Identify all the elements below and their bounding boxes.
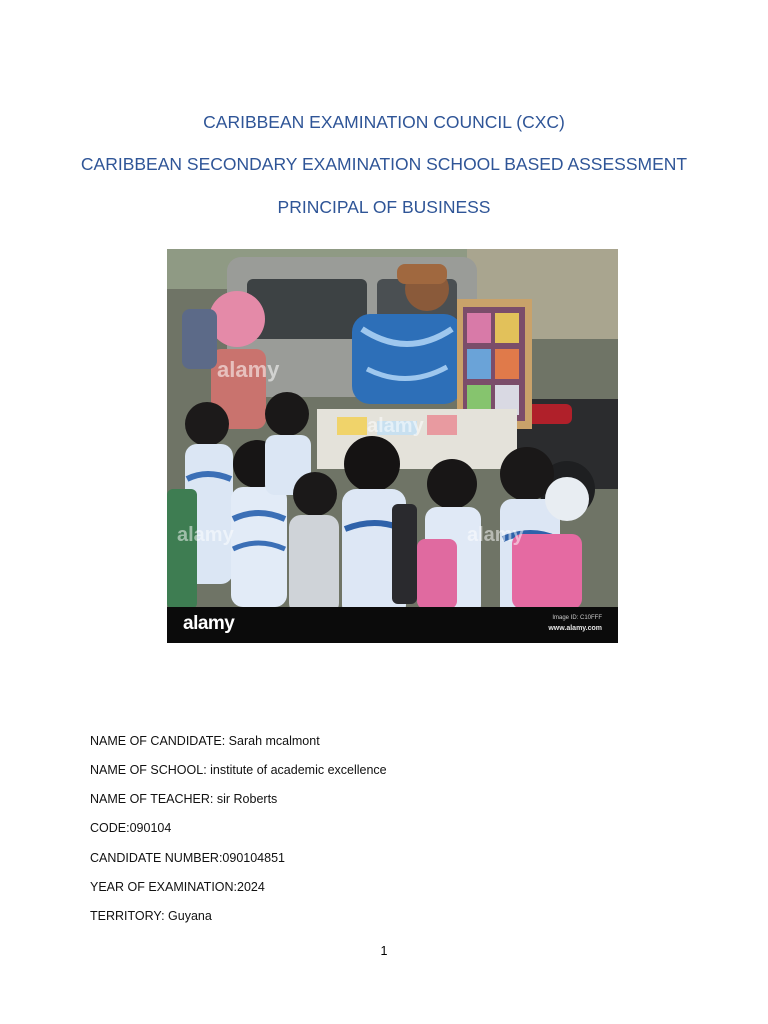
page-number: 1 [380,944,388,958]
assessment-title: CARIBBEAN SECONDARY EXAMINATION SCHOOL BASED ASSESSMENT [80,154,688,174]
council-title: CARIBBEAN EXAMINATION COUNCIL (CXC) [203,112,565,132]
centre-code: CODE:090104 [90,821,172,835]
svg-text:alamy: alamy [367,415,424,437]
image-id-label: Image ID: C10FFF [552,615,602,621]
subject-title: PRINCIPAL OF BUSINESS [277,197,491,217]
alamy-logo: alamy [183,613,235,634]
territory: TERRITORY: Guyana [90,909,212,923]
examination-year: YEAR OF EXAMINATION:2024 [90,880,265,894]
cover-photo [167,249,618,643]
school-name: NAME OF SCHOOL: institute of academic excellence [90,763,387,777]
alamy-website: www.alamy.com [548,625,602,632]
candidate-name: NAME OF CANDIDATE: Sarah mcalmont [90,734,320,748]
svg-text:alamy: alamy [467,524,524,546]
watermark-text: alamy [217,357,280,382]
teacher-name: NAME OF TEACHER: sir Roberts [90,792,278,806]
candidate-number: CANDIDATE NUMBER:090104851 [90,851,285,865]
svg-text:alamy: alamy [177,524,234,546]
